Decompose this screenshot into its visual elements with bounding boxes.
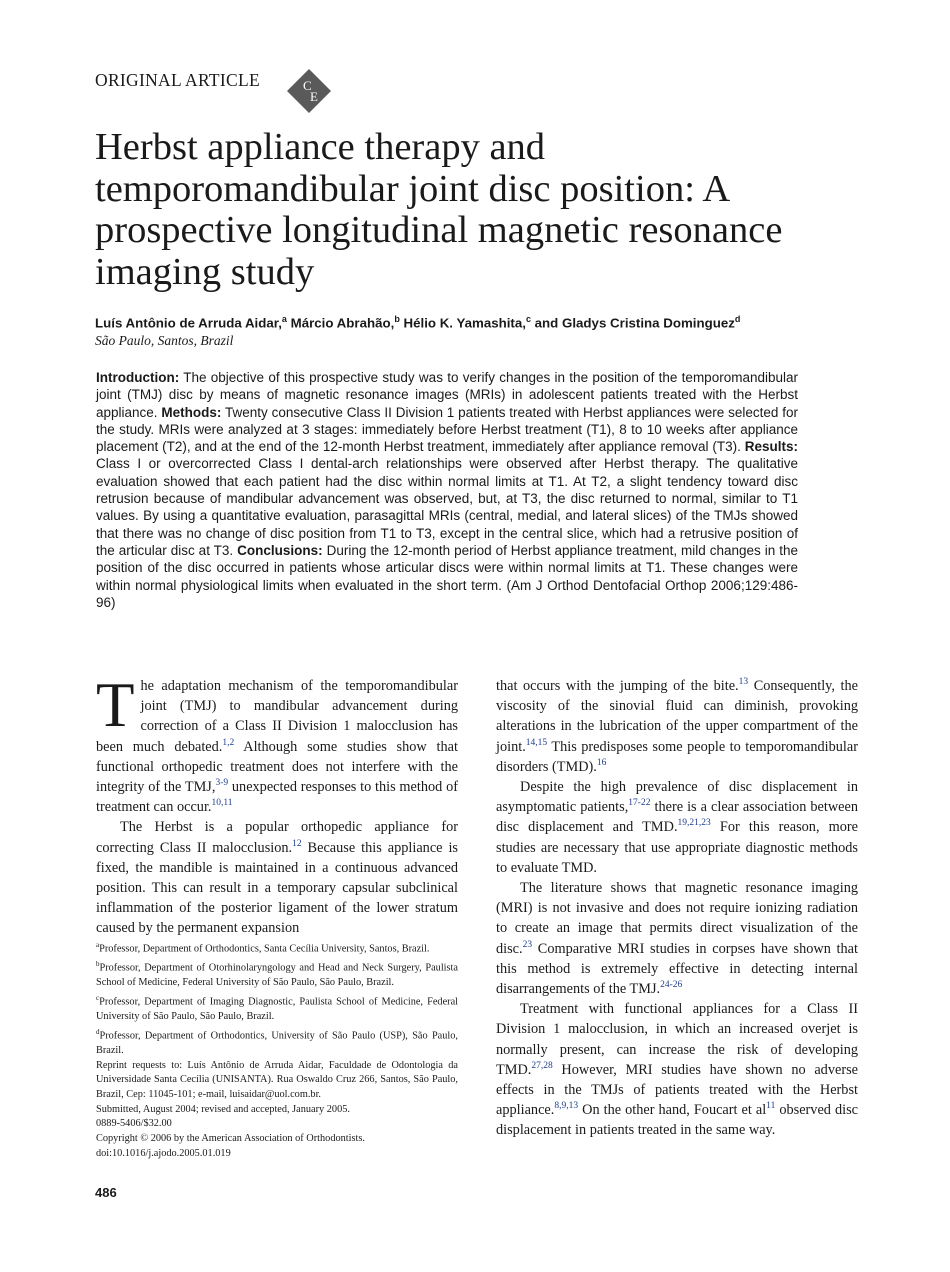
citation-link[interactable]: 10,11	[211, 798, 233, 809]
author-list	[95, 314, 855, 330]
citation-link[interactable]: 16	[596, 758, 607, 769]
body-paragraph: The adaptation mechanism of the temporomandibular joint (TMJ) to mandibular advancement during correction of a Class II Division 1 malocclusion has been much debated.$^{1,2}$ Although some studies show that functional orthopedic treatment does not interfere with the integrity of the TMJ,$^{3-9}$ unexpected responses to this method of treatment can occur.$^{10,11}$	[96, 670, 458, 816]
body-column-left	[96, 670, 458, 939]
article-title: Herbst appliance therapy and temporomandibular joint disc position: A prospective longitudinal magnetic resonance imaging study	[95, 126, 783, 293]
article-type-label: ORIGINAL ARTICLE	[95, 70, 260, 90]
author-affiliation: a	[281, 314, 287, 324]
body-paragraph: The literature shows that magnetic resonance imaging (MRI) is not invasive and does not require ionizing radiation to create an image that permits direct visualization of the disc.$^{23}$ Comparative MRI studies in corpses have shown that this method is extremely effective in detecting internal disarrangements of the TMJ.$^{24-26}$	[496, 880, 858, 998]
abstract-label: Methods:	[161, 404, 222, 420]
body-column-right	[496, 676, 858, 1141]
author-name: Hélio K. Yamashita,	[399, 315, 526, 331]
author-affiliation: b	[394, 314, 400, 324]
issn-price: 0889-5406/$32.00	[96, 1118, 172, 1130]
page-number: 486	[95, 1185, 117, 1200]
drop-cap: T	[96, 670, 135, 740]
citation-link[interactable]: 14,15	[525, 737, 548, 748]
abstract-label: Conclusions:	[237, 542, 323, 558]
author-location: São Paulo, Santos, Brazil	[95, 333, 234, 348]
author-name: Márcio Abrahão,	[286, 315, 395, 331]
ce-badge-icon	[286, 68, 332, 114]
abstract-text: During the 12-month period of Herbst appliance treatment, mild changes in the position of the disc occurred in patients whose articular discs were within normal limits at T1. These changes were within normal physiological limits when evaluated in the short term. (Am J Orthod Dentofacial Orthop 2006;129:486-96)	[96, 542, 799, 610]
citation-link[interactable]: 1,2	[222, 737, 235, 748]
citation-link[interactable]: 13	[738, 677, 749, 688]
footnotes	[96, 938, 458, 1162]
citation-link[interactable]: 11	[766, 1101, 776, 1112]
abstract-text: Class I or overcorrected Class I dental-arch relationships were observed after Herbst therapy. The qualitative evaluation showed that each patient had the disc within normal limits at T1. At T2, a slight tendency toward disc retrusion because of mandibular advancement was observed, but, at T3, the disc returned to normal, similar to T1 values. By using a quantitative evaluation, parasagittal MRIs (central, medial, and lateral slices) of the TMJs showed that there was no change of disc position from T1 to T3, except in the central slice, which had a retrusive position of the articular disc at T3.	[96, 456, 798, 558]
body-paragraph: Treatment with functional appliances for a Class II Division 1 malocclusion, in which an increased overjet is normally present, can increase the risk of developing TMD.$^{27,28}$ However, MRI studies have shown no adverse effects in the TMJs of patients treated with the Herbst appliance.$^{8,9,13}$ On the other hand, Foucart et al$^{11}$ observed disc displacement in patients treated in the same way.	[496, 1001, 858, 1139]
citation-link[interactable]: 12	[292, 838, 302, 849]
author-name: Luís Antônio de Arruda Aidar,	[95, 315, 282, 331]
ce-badge-letter-e: E	[310, 89, 318, 104]
abstract-label: Results:	[744, 439, 798, 455]
citation-link[interactable]: 27,28	[531, 1061, 553, 1072]
abstract	[96, 369, 798, 611]
author-affiliation: d	[734, 314, 741, 324]
citation-link[interactable]: 19,21,23	[677, 818, 711, 829]
author-affiliation: c	[525, 314, 531, 324]
abstract-label: Introduction:	[96, 370, 180, 385]
copyright: Copyright © 2006 by the American Association of Orthodontists.	[96, 1133, 365, 1145]
citation-link[interactable]: 8,9,13	[554, 1101, 579, 1112]
doi[interactable]: doi:10.1016/j.ajodo.2005.01.019	[96, 1147, 231, 1159]
footnote: $^c$Professor, Department of Imaging Diagnostic, Paulista School of Medicine, Federal University of São Paulo, São Paulo, Brazil.	[96, 993, 458, 1023]
footnote: $^b$Professor, Department of Otorhinolaryngology and Head and Neck Surgery, Paulista School of Medicine, Federal University of São Paulo, São Paulo, Brazil.	[96, 960, 458, 989]
abstract-text: The objective of this prospective study was to verify changes in the position of the temporomandibular joint (TMJ) disc by means of magnetic resonance images (MRIs) in adolescent patients treated with the Herbst appliance.	[96, 370, 798, 420]
body-paragraph: that occurs with the jumping of the bite.$^{13}$ Consequently, the viscosity of the sinovial fluid can diminish, provoking alterations in the lubrication of the upper compartment of the joint.$^{14,15}$ This predisposes some people to temporomandibular disorders (TMD).$^{16}$	[496, 677, 859, 775]
footnote: $^d$Professor, Department of Orthodontics, University of São Paulo (USP), São Paulo, Brazil.	[96, 1027, 458, 1056]
author-name: and Gladys Cristina Dominguez	[530, 315, 735, 331]
body-paragraph: The Herbst is a popular orthopedic appliance for correcting Class II malocclusion.$^{12}$ Because this appliance is fixed, the mandible is maintained in a continuous advanced position. This can result in a temporary capsular subclinical inflammation of the posterior ligament of the lower stratum caused by the permanent expansion	[96, 819, 458, 937]
reprint-requests: Reprint requests to: Luís Antônio de Arruda Aidar, Faculdade de Odontologia da Universidade Santa Cecília (UNISANTA). Rua Oswaldo Cruz 266, Santos, São Paulo, Brazil, Cep: 11045-101; e-mail, luisaidar@uol.com.br.	[96, 1059, 458, 1101]
citation-link[interactable]: 3-9	[215, 778, 229, 789]
footnote: $^a$Professor, Department of Orthodontics, Santa Cecília University, Santos, Brazil.	[96, 941, 430, 955]
ce-badge-letter-c: C	[303, 78, 312, 93]
body-paragraph: Despite the high prevalence of disc displacement in asymptomatic patients,$^{17-22}$ there is a clear association between disc displacement and TMD.$^{19,21,23}$ For this reason, more studies are necessary that use appropriate diagnostic methods to evaluate TMD.	[496, 779, 859, 876]
citation-link[interactable]: 23	[522, 939, 533, 950]
abstract-text: Twenty consecutive Class II Division 1 patients treated with Herbst appliances were selected for the study. MRIs were analyzed at 3 stages: immediately before Herbst treatment (T1), 8 to 10 weeks after appliance placement (T2), and at the end of the 12-month Herbst treatment, immediately after appliance removal (T3).	[96, 404, 798, 455]
submission-dates: Submitted, August 2004; revised and accepted, January 2005.	[96, 1103, 350, 1115]
citation-link[interactable]: 24-26	[660, 980, 683, 991]
citation-link[interactable]: 17-22	[628, 798, 651, 809]
